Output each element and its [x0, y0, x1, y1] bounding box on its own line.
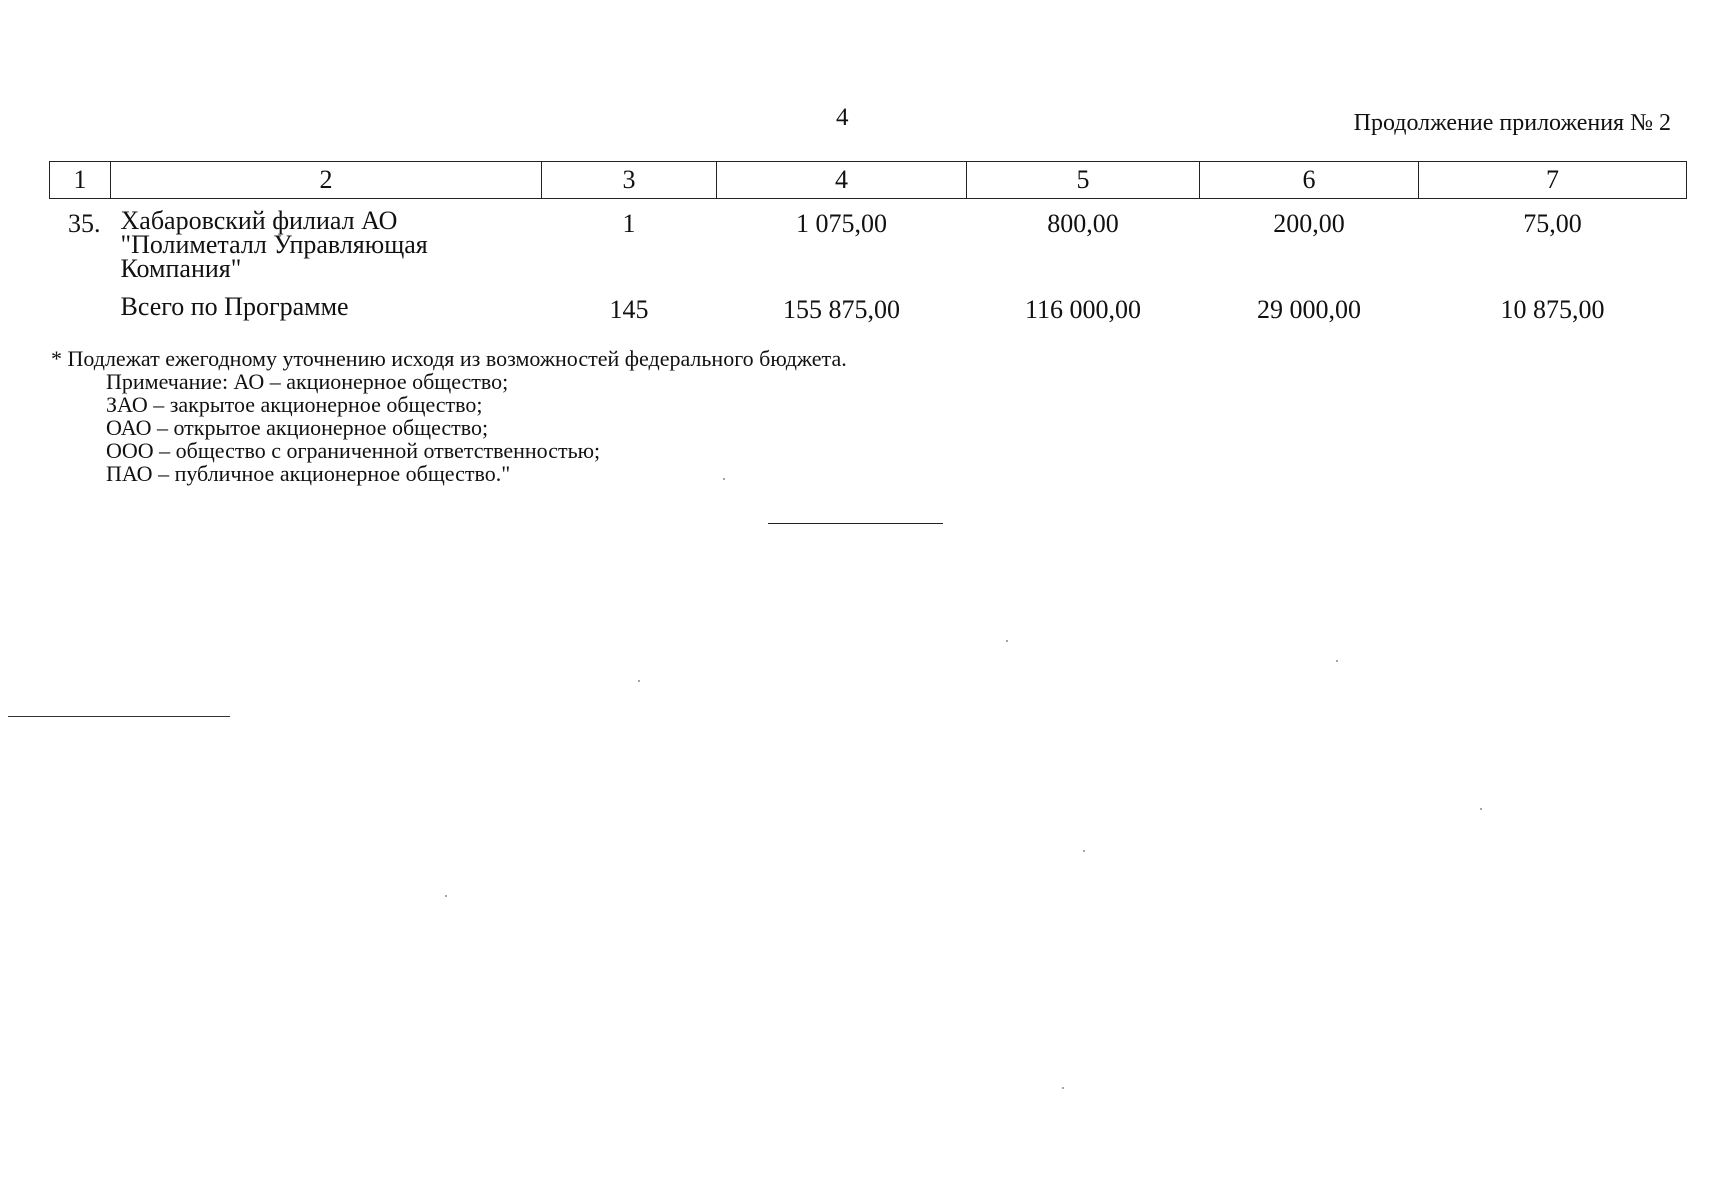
scan-speck	[638, 680, 640, 682]
scan-speck	[1062, 1087, 1064, 1089]
footnotes	[51, 347, 847, 485]
column-header-2: 2	[111, 162, 542, 199]
scan-speck	[723, 478, 725, 480]
scan-speck	[1006, 640, 1008, 642]
appendix-continuation: Продолжение приложения № 2	[1353, 110, 1671, 136]
total-row	[50, 289, 1687, 325]
table-row	[50, 199, 1687, 290]
row-number: 35.	[68, 209, 101, 238]
organization-name	[111, 199, 542, 290]
column-header-5: 5	[967, 162, 1200, 199]
cell-col7: 75,00	[1523, 209, 1582, 238]
total-col6: 29 000,00	[1257, 295, 1361, 324]
column-header-3: 3	[542, 162, 717, 199]
note-line: ОАО – открытое акционерное общество;	[106, 415, 489, 440]
column-header-4: 4	[717, 162, 967, 199]
column-number-row	[50, 162, 1687, 199]
column-header-7: 7	[1419, 162, 1687, 199]
cell-col3: 1	[622, 209, 636, 238]
organization-name-line: Компания"	[120, 254, 242, 283]
organization-name-line: "Полиметалл Управляющая	[120, 230, 428, 259]
left-margin-line	[8, 716, 230, 717]
cell-col5: 800,00	[1047, 209, 1119, 238]
cell-col4: 1 075,00	[796, 209, 887, 238]
scan-speck	[1480, 808, 1482, 810]
note-line: ООО – общество с ограниченной ответственностью;	[106, 438, 601, 463]
footnote-asterisk: * Подлежат ежегодному уточнению исходя из возможностей федерального бюджета.	[51, 346, 847, 371]
cell-col6: 200,00	[1273, 209, 1345, 238]
total-col7: 10 875,00	[1500, 295, 1605, 324]
scan-speck	[1336, 660, 1338, 662]
note-line: Примечание: АО – акционерное общество;	[106, 369, 509, 394]
note-line: ПАО – публичное акционерное общество."	[106, 461, 511, 486]
note-line: ЗАО – закрытое акционерное общество;	[106, 392, 483, 417]
end-separator-line	[768, 523, 943, 524]
total-col3: 145	[609, 295, 649, 324]
organization-name-line: Хабаровский филиал АО	[120, 206, 398, 235]
total-col5: 116 000,00	[1024, 295, 1142, 324]
program-table	[49, 161, 1687, 325]
column-header-1: 1	[50, 162, 111, 199]
scan-speck	[445, 895, 447, 897]
total-col4: 155 875,00	[783, 295, 900, 324]
page-number: 4	[836, 104, 849, 131]
scan-speck	[1083, 850, 1085, 852]
total-label: Всего по Программе	[120, 292, 349, 321]
column-header-6: 6	[1200, 162, 1419, 199]
